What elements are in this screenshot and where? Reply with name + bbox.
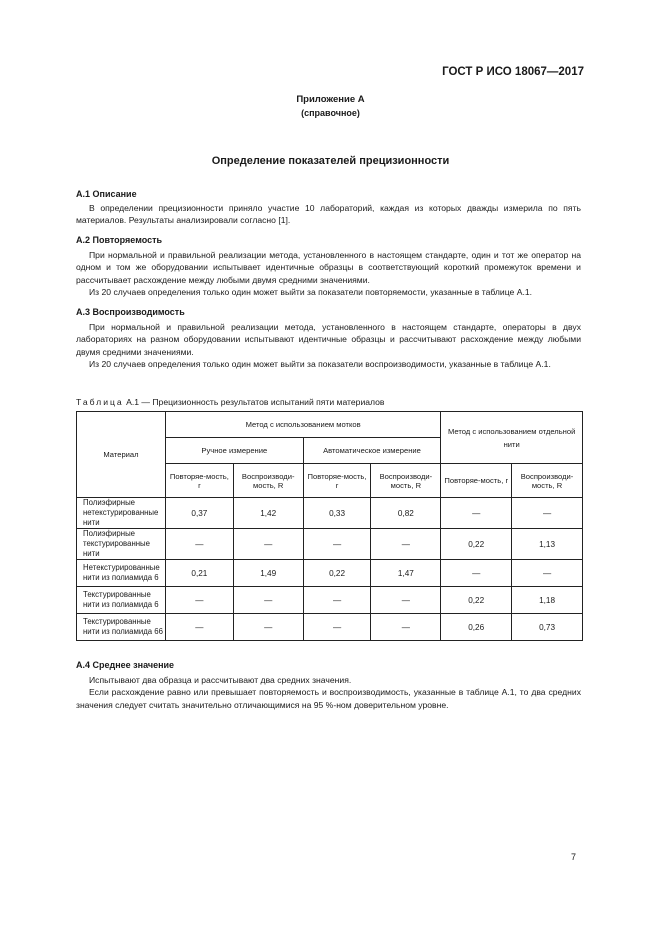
value-cell: —: [512, 560, 583, 587]
value-cell: —: [512, 498, 583, 529]
standard-number: ГОСТ Р ИСО 18067—2017: [442, 66, 584, 78]
value-cell: 0,33: [303, 498, 371, 529]
value-cell: 0,37: [165, 498, 233, 529]
material-cell: Текстурированные нити из полиамида 6: [77, 587, 166, 614]
value-cell: —: [371, 529, 441, 560]
reproducibility-header: Воспроизводи-мость, R: [371, 464, 441, 498]
material-cell: Текстурированные нити из полиамида 66: [77, 614, 166, 641]
section-a4-text: [76, 674, 581, 711]
value-cell: —: [165, 529, 233, 560]
value-cell: —: [371, 587, 441, 614]
paragraph: Испытывают два образца и рассчитывают два средних значения.: [89, 675, 352, 685]
section-a3-text: [76, 321, 581, 371]
annex-subtitle: (справочное): [301, 108, 360, 118]
repeatability-header: Повторяе-мость, r: [303, 464, 371, 498]
repeatability-header: Повторяе-мость, r: [165, 464, 233, 498]
value-cell: —: [441, 560, 512, 587]
table-row: [77, 529, 583, 560]
value-cell: —: [303, 529, 371, 560]
value-cell: 1,18: [512, 587, 583, 614]
value-cell: —: [371, 614, 441, 641]
paragraph: При нормальной и правильной реализации метода, установленного в настоящем стандарте, один и тот же оператор на одном и том же оборудовании испытывает идентичные образцы в соответствующий короткий промежуток времени и рассчитывает расхождение между любыми двумя средними значениями.: [76, 250, 581, 285]
value-cell: 1,13: [512, 529, 583, 560]
value-cell: 0,22: [303, 560, 371, 587]
paragraph: Из 20 случаев определения только один может выйти за показатели воспроизводимости, указанные в таблице А.1.: [89, 359, 551, 370]
table-caption-text: А.1 — Прецизионность результатов испытаний пяти материалов: [123, 397, 385, 407]
table-row: [77, 498, 583, 529]
material-cell: Нетекстурированные нити из полиамида 6: [77, 560, 166, 587]
repeatability-header: Повторяе-мость, r: [441, 464, 512, 498]
annex-title: Приложение А: [296, 94, 365, 105]
table-row: [77, 560, 583, 587]
paragraph: При нормальной и правильной реализации метода, установленного в настоящем стандарте, операторы в двух лабораториях на разном оборудовании испытывают идентичные образцы и рассчитывают расхождение между любыми двумя средними значениями.: [76, 322, 581, 357]
value-cell: 0,22: [441, 587, 512, 614]
page-title: Определение показателей прецизионности: [211, 155, 450, 167]
precision-table: [76, 411, 583, 641]
section-a4-heading: А.4 Среднее значение: [76, 660, 175, 670]
paragraph: В определении прецизионности приняло участие 10 лабораторий, каждая из которых дважды измерила по пять материалов. Результаты анализировали согласно [1].: [76, 203, 581, 226]
page-number: 7: [571, 852, 577, 862]
skein-method-header: Метод с использованием мотков: [165, 412, 440, 438]
material-cell: Полиэфирные нетекстурированные нити: [77, 498, 166, 529]
value-cell: 0,21: [165, 560, 233, 587]
value-cell: 1,42: [233, 498, 303, 529]
value-cell: —: [165, 614, 233, 641]
paragraph: Из 20 случаев определения только один может выйти за показатели повторяемости, указанные в таблице А.1.: [89, 287, 533, 298]
section-a2-heading: А.2 Повторяемость: [76, 235, 163, 245]
section-a2-text: [76, 249, 581, 299]
material-header: Материал: [77, 412, 166, 498]
value-cell: —: [233, 529, 303, 560]
reproducibility-header: Воспроизводи-мость, R: [512, 464, 583, 498]
value-cell: —: [165, 587, 233, 614]
single-thread-method-header: Метод с использованием отдельной нити: [441, 412, 583, 464]
table-row: [77, 587, 583, 614]
manual-measurement-header: Ручное измерение: [165, 438, 303, 464]
value-cell: 0,73: [512, 614, 583, 641]
section-a1-heading: А.1 Описание: [76, 189, 137, 199]
value-cell: —: [233, 587, 303, 614]
value-cell: —: [441, 498, 512, 529]
material-cell: Полиэфирные текстурированные нити: [77, 529, 166, 560]
value-cell: 1,47: [371, 560, 441, 587]
value-cell: 0,22: [441, 529, 512, 560]
value-cell: —: [303, 587, 371, 614]
table-row: [77, 614, 583, 641]
section-a1-text: [76, 202, 581, 227]
value-cell: —: [303, 614, 371, 641]
value-cell: —: [233, 614, 303, 641]
automatic-measurement-header: Автоматическое измерение: [303, 438, 441, 464]
reproducibility-header: Воспроизводи-мость, R: [233, 464, 303, 498]
table-caption: [76, 397, 385, 407]
value-cell: 0,26: [441, 614, 512, 641]
section-a3-heading: А.3 Воспроизводимость: [76, 307, 185, 317]
value-cell: 1,49: [233, 560, 303, 587]
table-caption-label: Таблица: [76, 397, 124, 407]
value-cell: 0,82: [371, 498, 441, 529]
paragraph: Если расхождение равно или превышает повторяемость и воспроизводимость, указанные в таблице А.1, то два средних значения следует считать значительно отличающимися на 95 %-ном доверительном уровне.: [76, 687, 581, 710]
